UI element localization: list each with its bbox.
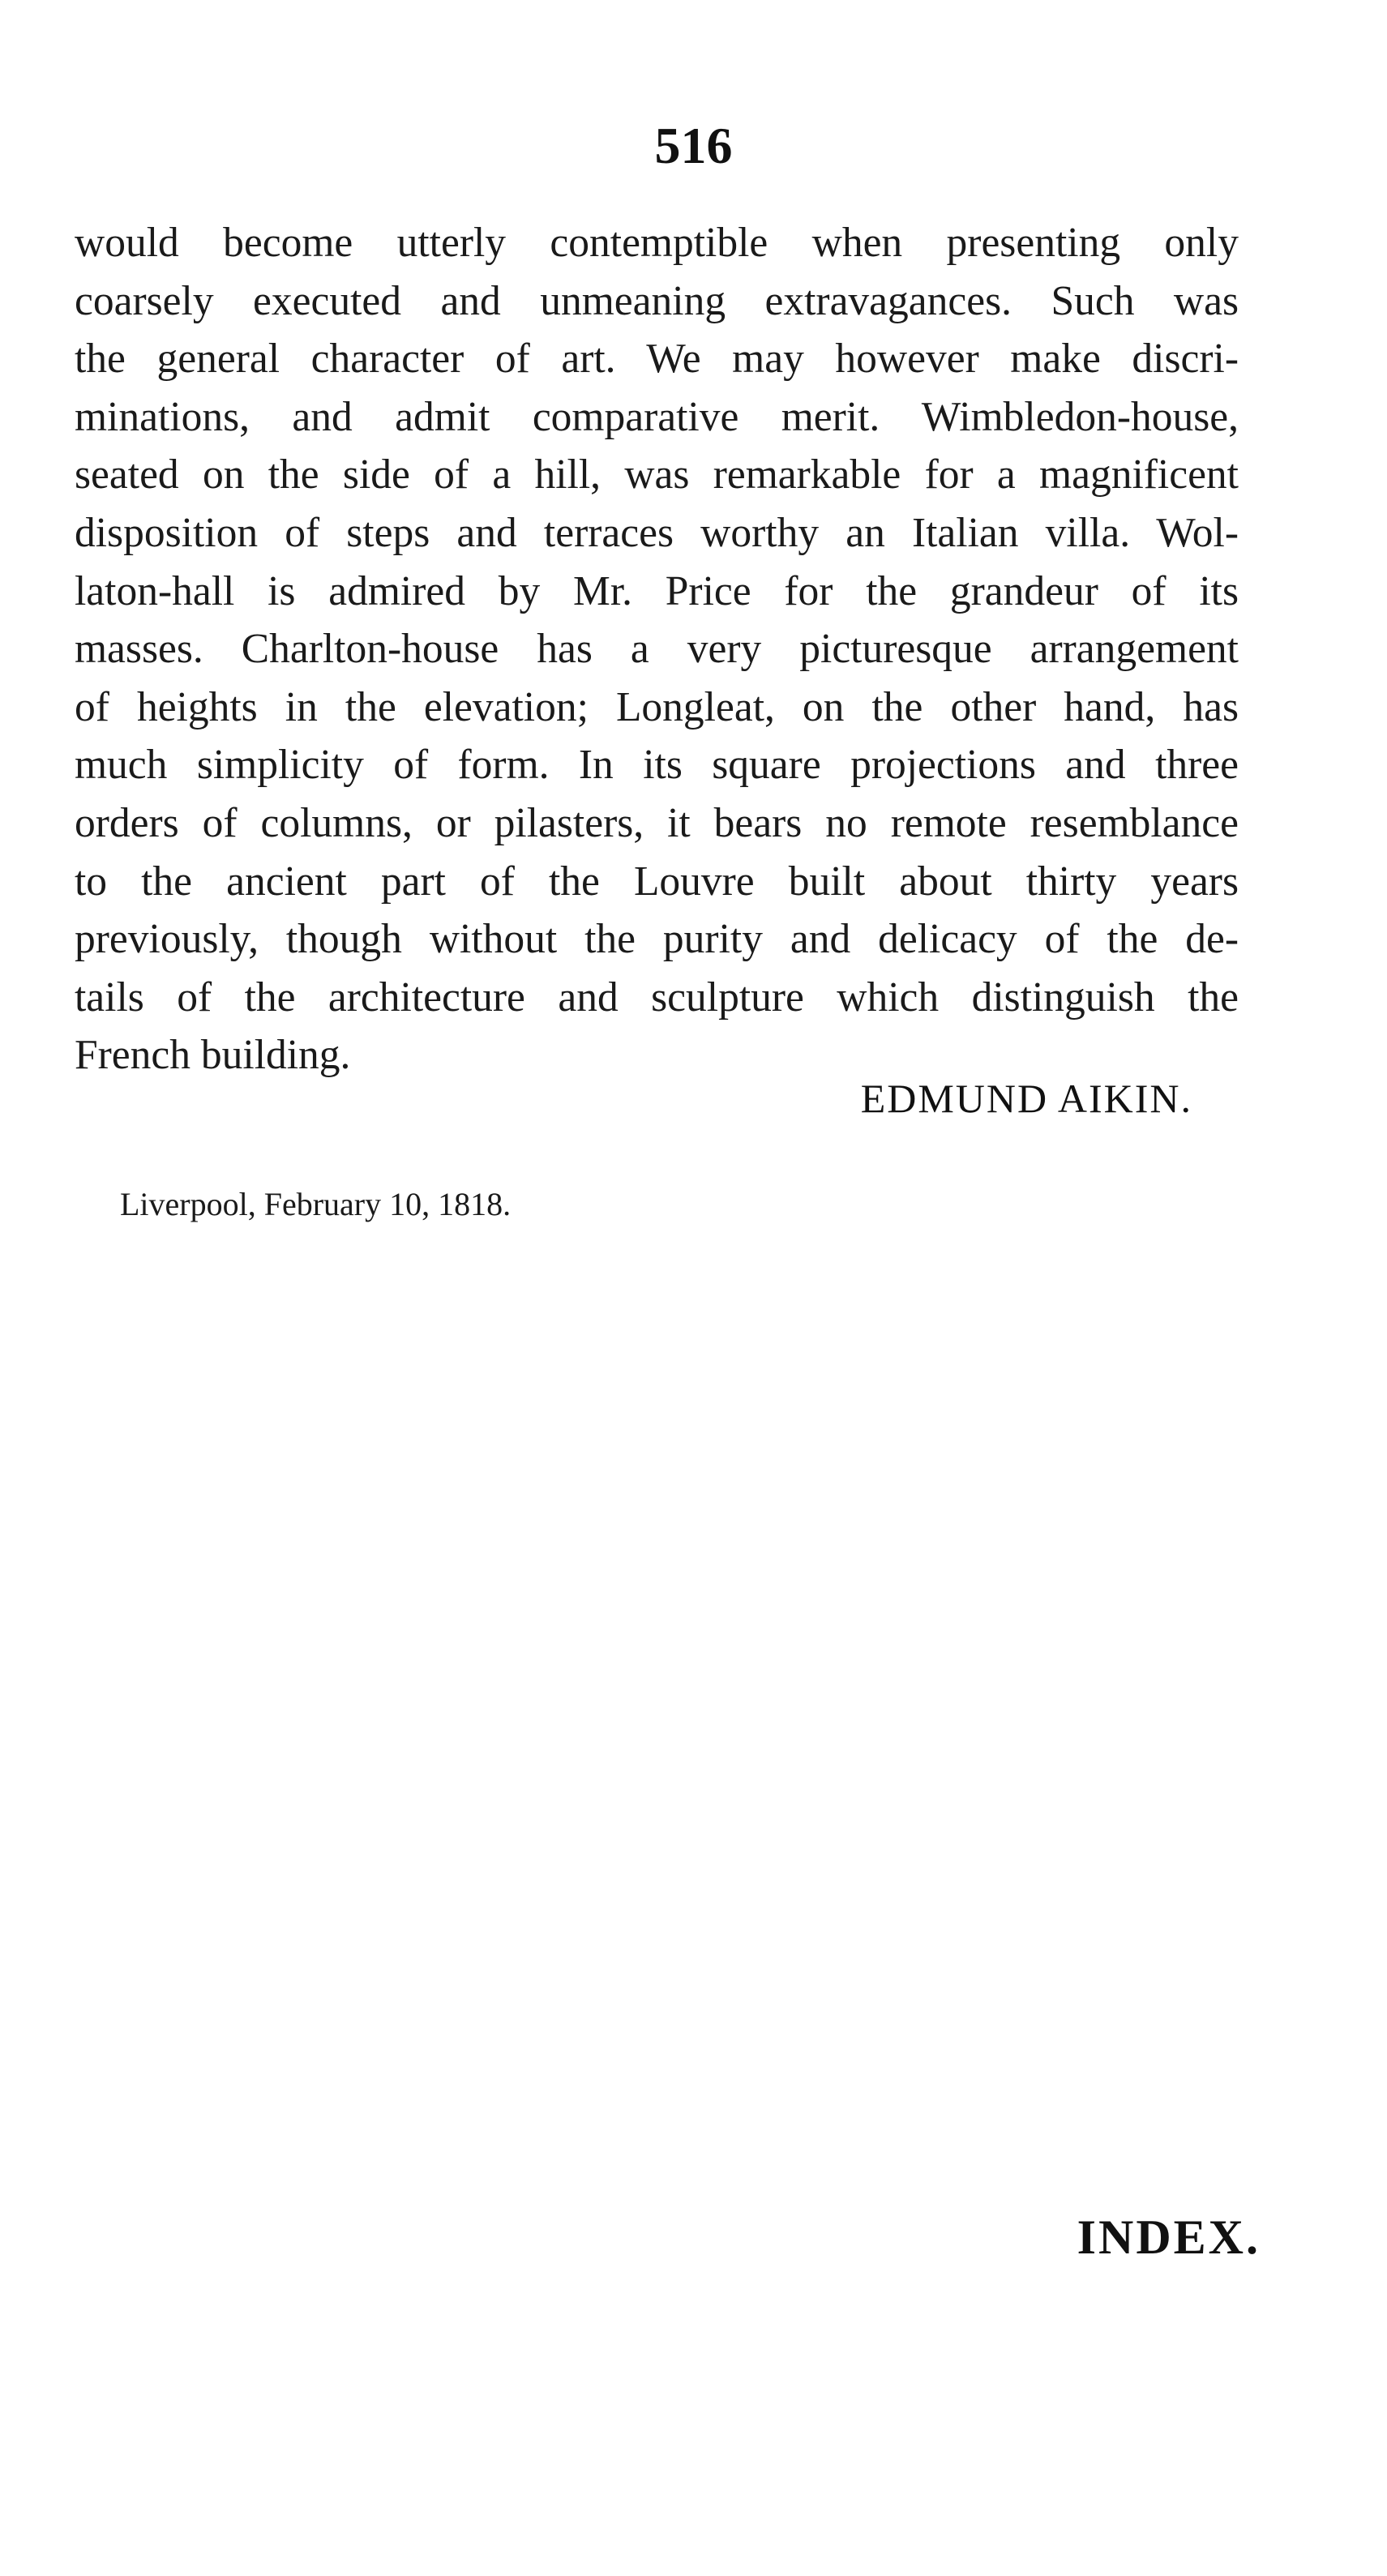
text-line: seated on the side of a hill, was remarkable for a magnificent [75, 451, 1239, 499]
text-line: minations, and admit comparative merit. Wimbledon-house, [75, 393, 1239, 440]
text-line: much simplicity of form. In its square projections and three [75, 742, 1239, 789]
text-line: would become utterly contemptible when presenting only [75, 220, 1239, 266]
text-line: to the ancient part of the Louvre built about thirty years [75, 858, 1239, 905]
text-line: French building. [75, 1032, 351, 1079]
body-paragraph [75, 214, 1239, 1085]
page-number: 516 [654, 117, 733, 174]
text-line: of heights in the elevation; Longleat, on the other hand, has [75, 683, 1239, 730]
author-signature: EDMUND AIKIN. [860, 1076, 1192, 1121]
text-line: tails of the architecture and sculpture which distinguish the [75, 973, 1239, 1021]
text-line: disposition of steps and terraces worthy an Italian villa. Wol- [75, 509, 1239, 556]
text-line: coarsely executed and unmeaning extravagances. Such was [75, 277, 1239, 324]
dateline: Liverpool, February 10, 1818. [120, 1186, 512, 1222]
text-line: laton-hall is admired by Mr. Price for the grandeur of its [75, 567, 1239, 614]
text-line: masses. Charlton-house has a very picturesque arrangement [75, 626, 1239, 673]
text-line: the general character of art. We may however make discri- [75, 336, 1239, 383]
index-heading: INDEX. [1077, 2210, 1261, 2264]
text-line: previously, though without the purity and delicacy of the de- [75, 916, 1239, 963]
text-line: orders of columns, or pilasters, it bears no remote resemblance [75, 799, 1239, 846]
